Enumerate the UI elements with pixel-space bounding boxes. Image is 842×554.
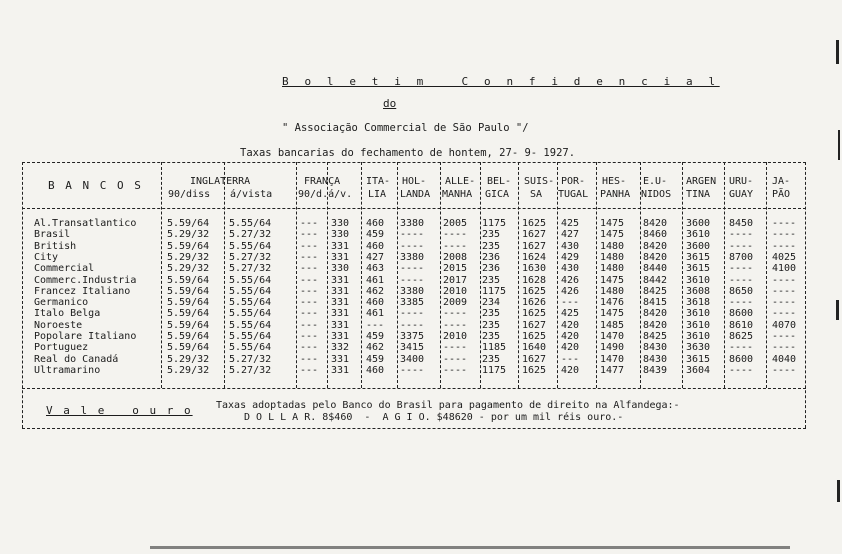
header-inglaterra-vista: á/vista <box>230 189 273 200</box>
cell-belgica: 235 <box>482 331 501 342</box>
cell-hespanha: 1477 <box>600 364 625 376</box>
cell-hespanha: 1480 <box>600 240 625 252</box>
cell-argentina: 3610 <box>686 274 711 286</box>
cell-inglaterra-vista: 5.55/64 <box>229 308 272 320</box>
header-inglaterra: INGLATERRA <box>190 176 251 187</box>
cell-inglaterra-vista: 5.55/64 <box>229 331 272 342</box>
cell-italia: 460 <box>366 364 385 376</box>
cell-portugal: 425 <box>561 218 580 229</box>
header-italia-2: LIA <box>368 189 387 200</box>
cell-hespanha: 1470 <box>600 353 625 365</box>
cell-franca-vista: 331 <box>331 274 350 286</box>
header-allemanha-1: ALLE- <box>445 176 476 187</box>
cell-argentina: 3615 <box>686 251 711 263</box>
cell-eunidos: 8420 <box>643 251 668 263</box>
cell-portugal: 426 <box>561 285 580 297</box>
cell-belgica: 234 <box>482 297 501 309</box>
cell-italia: 459 <box>366 229 385 241</box>
header-japao-2: PÃO <box>772 189 791 200</box>
cell-hespanha: 1470 <box>600 331 625 342</box>
cell-suissa: 1627 <box>522 240 547 252</box>
cell-franca-90: --- <box>300 218 319 229</box>
cell-japao: ---- <box>772 308 797 320</box>
cell-hespanha: 1475 <box>600 229 625 241</box>
cell-japao: 4100 <box>772 263 797 275</box>
cell-uruguay: ---- <box>729 240 754 252</box>
cell-suissa: 1625 <box>522 218 547 229</box>
cell-eunidos: 8430 <box>643 353 668 365</box>
cell-argentina: 3600 <box>686 240 711 252</box>
header-hespanha-1: HES- <box>602 176 627 187</box>
header-italia-1: ITA- <box>366 176 391 187</box>
cell-argentina: 3608 <box>686 285 711 297</box>
cell-italia: 427 <box>366 251 385 263</box>
cell-japao: ---- <box>772 342 797 354</box>
header-franca: FRANÇA <box>304 176 341 187</box>
cell-portugal: 420 <box>561 331 580 342</box>
cell-franca-90: --- <box>300 285 319 297</box>
header-hollanda-1: HOL- <box>402 176 427 187</box>
scan-mark <box>837 480 840 502</box>
cell-bank-name: Real do Canadá <box>34 353 119 365</box>
cell-portugal: 430 <box>561 240 580 252</box>
cell-argentina: 3615 <box>686 353 711 365</box>
cell-suissa: 1624 <box>522 251 547 263</box>
cell-argentina: 3610 <box>686 331 711 342</box>
header-allemanha-2: MANHA <box>442 189 473 200</box>
column-rule <box>397 162 398 388</box>
header-suissa-2: SA <box>530 189 543 200</box>
header-franca-sub: 90/d.á/v. <box>298 189 353 200</box>
cell-hollanda: ---- <box>400 319 425 331</box>
cell-japao: 4040 <box>772 353 797 365</box>
cell-uruguay: ---- <box>729 274 754 286</box>
cell-inglaterra-vista: 5.55/64 <box>229 285 272 297</box>
cell-inglaterra-90: 5.59/64 <box>167 240 210 252</box>
cell-hollanda: 3415 <box>400 342 425 354</box>
cell-eunidos: 8420 <box>643 218 668 229</box>
cell-allemanha: 2017 <box>443 274 468 286</box>
cell-franca-90: --- <box>300 263 319 275</box>
cell-uruguay: 8450 <box>729 218 754 229</box>
column-rule <box>296 162 297 388</box>
cell-franca-vista: 331 <box>331 319 350 331</box>
cell-japao: ---- <box>772 331 797 342</box>
cell-hespanha: 1480 <box>600 285 625 297</box>
cell-suissa: 1640 <box>522 342 547 354</box>
cell-italia: 460 <box>366 297 385 309</box>
cell-uruguay: ---- <box>729 364 754 376</box>
header-eunidos-1: E.U- <box>643 176 668 187</box>
cell-eunidos: 8415 <box>643 297 668 309</box>
cell-allemanha: 2009 <box>443 297 468 309</box>
cell-eunidos: 8460 <box>643 229 668 241</box>
cell-bank-name: Al.Transatlantico <box>34 218 137 229</box>
cell-belgica: 235 <box>482 308 501 320</box>
header-portugal-2: TUGAL <box>558 189 589 200</box>
cell-franca-vista: 330 <box>331 229 350 241</box>
cell-allemanha: ---- <box>443 364 468 376</box>
header-uruguay-2: GUAY <box>729 189 754 200</box>
cell-uruguay: ---- <box>729 297 754 309</box>
cell-franca-vista: 330 <box>331 263 350 275</box>
header-hollanda-2: LANDA <box>400 189 431 200</box>
cell-bank-name: Commercial <box>34 263 95 275</box>
header-belgica-1: BEL- <box>487 176 512 187</box>
cell-japao: 4025 <box>772 251 797 263</box>
cell-hollanda: ---- <box>400 240 425 252</box>
cell-bank-name: Popolare Italiano <box>34 331 137 342</box>
cell-italia: 463 <box>366 263 385 275</box>
cell-inglaterra-vista: 5.55/64 <box>229 342 272 354</box>
cell-japao: ---- <box>772 297 797 309</box>
cell-bank-name: British <box>34 240 77 252</box>
column-rule <box>480 162 481 388</box>
cell-eunidos: 8440 <box>643 263 668 275</box>
cell-allemanha: 2005 <box>443 218 468 229</box>
column-rule <box>224 162 225 388</box>
cell-franca-90: --- <box>300 274 319 286</box>
cell-franca-90: --- <box>300 229 319 241</box>
cell-portugal: --- <box>561 353 580 365</box>
header-hespanha-2: PANHA <box>600 189 631 200</box>
column-rule <box>518 162 519 388</box>
cell-portugal: 420 <box>561 364 580 376</box>
header-suissa-1: SUIS- <box>524 176 555 187</box>
cell-inglaterra-90: 5.59/64 <box>167 285 210 297</box>
cell-bank-name: City <box>34 251 59 263</box>
cell-belgica: 235 <box>482 319 501 331</box>
cell-argentina: 3600 <box>686 218 711 229</box>
cell-uruguay: ---- <box>729 229 754 241</box>
cell-japao: ---- <box>772 229 797 241</box>
cell-uruguay: ---- <box>729 342 754 354</box>
cell-suissa: 1626 <box>522 297 547 309</box>
cell-argentina: 3610 <box>686 308 711 320</box>
cell-hespanha: 1490 <box>600 342 625 354</box>
cell-argentina: 3615 <box>686 263 711 275</box>
cell-japao: ---- <box>772 240 797 252</box>
cell-japao: ---- <box>772 364 797 376</box>
cell-portugal: --- <box>561 297 580 309</box>
header-eunidos-2: NIDOS <box>641 189 672 200</box>
cell-italia: --- <box>366 319 385 331</box>
cell-inglaterra-90: 5.29/32 <box>167 263 210 275</box>
cell-franca-90: --- <box>300 342 319 354</box>
cell-uruguay: 8610 <box>729 319 754 331</box>
cell-hollanda: 3400 <box>400 353 425 365</box>
cell-hollanda: 3380 <box>400 251 425 263</box>
cell-argentina: 3630 <box>686 342 711 354</box>
cell-inglaterra-90: 5.29/32 <box>167 353 210 365</box>
cell-belgica: 236 <box>482 263 501 275</box>
cell-inglaterra-90: 5.59/64 <box>167 308 210 320</box>
cell-hollanda: 3380 <box>400 218 425 229</box>
cell-inglaterra-90: 5.59/64 <box>167 274 210 286</box>
cell-franca-90: --- <box>300 331 319 342</box>
cell-franca-vista: 331 <box>331 331 350 342</box>
cell-eunidos: 8420 <box>643 240 668 252</box>
column-rule <box>682 162 683 388</box>
cell-uruguay: 8700 <box>729 251 754 263</box>
cell-suissa: 1627 <box>522 319 547 331</box>
column-rule <box>161 162 162 388</box>
cell-franca-90: --- <box>300 251 319 263</box>
scan-mark <box>838 130 840 160</box>
cell-allemanha: ---- <box>443 353 468 365</box>
cell-portugal: 430 <box>561 263 580 275</box>
header-argentina-2: TINA <box>686 189 711 200</box>
cell-belgica: 1175 <box>482 364 507 376</box>
table-rule-bottom <box>22 428 806 429</box>
cell-franca-vista: 331 <box>331 353 350 365</box>
header-portugal-1: POR- <box>561 176 586 187</box>
cell-franca-vista: 331 <box>331 308 350 320</box>
cell-inglaterra-90: 5.59/64 <box>167 297 210 309</box>
header-argentina-1: ARGEN <box>686 176 717 187</box>
header-japao-1: JA- <box>772 176 791 187</box>
cell-franca-vista: 331 <box>331 364 350 376</box>
cell-allemanha: 2008 <box>443 251 468 263</box>
cell-portugal: 427 <box>561 229 580 241</box>
cell-inglaterra-vista: 5.55/64 <box>229 319 272 331</box>
cell-allemanha: 2010 <box>443 331 468 342</box>
cell-bank-name: Ultramarino <box>34 364 101 376</box>
cell-portugal: 429 <box>561 251 580 263</box>
cell-allemanha: ---- <box>443 240 468 252</box>
scan-edge <box>150 546 790 549</box>
cell-franca-vista: 331 <box>331 297 350 309</box>
table-rule-right <box>805 162 806 428</box>
cell-inglaterra-90: 5.59/64 <box>167 331 210 342</box>
table-rule-body-end <box>22 388 806 389</box>
cell-portugal: 420 <box>561 319 580 331</box>
cell-inglaterra-vista: 5.27/32 <box>229 353 272 365</box>
cell-franca-90: --- <box>300 308 319 320</box>
cell-hollanda: ---- <box>400 274 425 286</box>
cell-portugal: 426 <box>561 274 580 286</box>
cell-suissa: 1627 <box>522 229 547 241</box>
cell-suissa: 1627 <box>522 353 547 365</box>
cell-franca-90: --- <box>300 240 319 252</box>
cell-belgica: 235 <box>482 240 501 252</box>
cell-belgica: 235 <box>482 353 501 365</box>
association-name: " Associação Commercial de São Paulo "/ <box>282 122 529 134</box>
cell-japao: 4070 <box>772 319 797 331</box>
cell-inglaterra-vista: 5.27/32 <box>229 251 272 263</box>
cell-japao: ---- <box>772 285 797 297</box>
scan-mark <box>836 40 839 64</box>
table-rule-header <box>22 208 806 209</box>
cell-inglaterra-vista: 5.55/64 <box>229 218 272 229</box>
cell-bank-name: Francez Italiano <box>34 285 131 297</box>
cell-inglaterra-90: 5.29/32 <box>167 364 210 376</box>
cell-suissa: 1625 <box>522 308 547 320</box>
cell-hespanha: 1485 <box>600 319 625 331</box>
cell-italia: 460 <box>366 240 385 252</box>
cell-hollanda: 3380 <box>400 285 425 297</box>
cell-allemanha: 2010 <box>443 285 468 297</box>
cell-argentina: 3618 <box>686 297 711 309</box>
cell-bank-name: Germanico <box>34 297 89 309</box>
cell-eunidos: 8442 <box>643 274 668 286</box>
cell-hollanda: ---- <box>400 308 425 320</box>
column-rule <box>766 162 767 388</box>
cell-allemanha: ---- <box>443 342 468 354</box>
cell-bank-name: Noroeste <box>34 319 83 331</box>
header-bancos: B A N C O S <box>48 179 143 192</box>
cell-portugal: 420 <box>561 342 580 354</box>
cell-belgica: 235 <box>482 274 501 286</box>
cell-hespanha: 1475 <box>600 218 625 229</box>
column-rule <box>361 162 362 388</box>
cell-allemanha: 2015 <box>443 263 468 275</box>
cell-eunidos: 8420 <box>643 308 668 320</box>
cell-inglaterra-90: 5.59/64 <box>167 218 210 229</box>
cell-franca-vista: 331 <box>331 240 350 252</box>
cell-allemanha: ---- <box>443 319 468 331</box>
cell-suissa: 1625 <box>522 331 547 342</box>
cell-portugal: 425 <box>561 308 580 320</box>
cell-inglaterra-vista: 5.27/32 <box>229 263 272 275</box>
cell-allemanha: ---- <box>443 229 468 241</box>
cell-belgica: 236 <box>482 251 501 263</box>
cell-hollanda: 3385 <box>400 297 425 309</box>
cell-italia: 462 <box>366 342 385 354</box>
cell-allemanha: ---- <box>443 308 468 320</box>
cell-uruguay: ---- <box>729 263 754 275</box>
cell-japao: ---- <box>772 218 797 229</box>
cell-inglaterra-vista: 5.55/64 <box>229 240 272 252</box>
cell-uruguay: 8600 <box>729 353 754 365</box>
cell-eunidos: 8420 <box>643 319 668 331</box>
title-do: do <box>383 97 397 110</box>
cell-uruguay: 8650 <box>729 285 754 297</box>
cell-uruguay: 8625 <box>729 331 754 342</box>
cell-hespanha: 1475 <box>600 308 625 320</box>
header-uruguay-1: URU- <box>729 176 754 187</box>
table-rule-top <box>22 162 806 163</box>
column-rule <box>440 162 441 388</box>
cell-franca-90: --- <box>300 319 319 331</box>
cell-eunidos: 8425 <box>643 331 668 342</box>
cell-eunidos: 8430 <box>643 342 668 354</box>
cell-argentina: 3610 <box>686 229 711 241</box>
cell-suissa: 1630 <box>522 263 547 275</box>
cell-belgica: 1185 <box>482 342 507 354</box>
cell-eunidos: 8425 <box>643 285 668 297</box>
cell-hespanha: 1475 <box>600 274 625 286</box>
cell-suissa: 1625 <box>522 285 547 297</box>
column-rule <box>724 162 725 388</box>
cell-bank-name: Brasil <box>34 229 71 241</box>
cell-hespanha: 1480 <box>600 263 625 275</box>
cell-inglaterra-90: 5.29/32 <box>167 251 210 263</box>
cell-italia: 460 <box>366 218 385 229</box>
cell-suissa: 1625 <box>522 364 547 376</box>
cell-hollanda: ---- <box>400 229 425 241</box>
cell-bank-name: Commerc.Industria <box>34 274 137 286</box>
cell-franca-vista: 331 <box>331 251 350 263</box>
cell-eunidos: 8439 <box>643 364 668 376</box>
cell-inglaterra-90: 5.59/64 <box>167 342 210 354</box>
cell-hollanda: 3375 <box>400 331 425 342</box>
footer-taxas-line: Taxas adoptadas pelo Banco do Brasil para pagamento de direito na Alfandega:- <box>216 400 680 411</box>
table-rule-left <box>22 162 23 428</box>
cell-italia: 461 <box>366 308 385 320</box>
cell-belgica: 235 <box>482 229 501 241</box>
cell-hollanda: ---- <box>400 263 425 275</box>
cell-inglaterra-90: 5.29/32 <box>167 229 210 241</box>
cell-inglaterra-vista: 5.27/32 <box>229 364 272 376</box>
cell-inglaterra-90: 5.59/64 <box>167 319 210 331</box>
cell-italia: 459 <box>366 331 385 342</box>
cell-bank-name: Portuguez <box>34 342 89 354</box>
cell-inglaterra-vista: 5.27/32 <box>229 229 272 241</box>
header-belgica-2: GICA <box>485 189 510 200</box>
cell-franca-90: --- <box>300 353 319 365</box>
scan-mark <box>836 300 839 320</box>
cell-suissa: 1628 <box>522 274 547 286</box>
cell-franca-vista: 332 <box>331 342 350 354</box>
cell-italia: 462 <box>366 285 385 297</box>
cell-uruguay: 8600 <box>729 308 754 320</box>
header-inglaterra-90: 90/diss <box>168 189 211 200</box>
cell-franca-vista: 331 <box>331 285 350 297</box>
cell-japao: ---- <box>772 274 797 286</box>
cell-franca-vista: 330 <box>331 218 350 229</box>
footer-dollar-line: D O L L A R. 8$460 - A G I O. $48620 - por um mil réis ouro.- <box>244 412 624 423</box>
column-rule <box>596 162 597 388</box>
cell-inglaterra-vista: 5.55/64 <box>229 297 272 309</box>
cell-italia: 459 <box>366 353 385 365</box>
cell-franca-90: --- <box>300 297 319 309</box>
cell-argentina: 3610 <box>686 319 711 331</box>
footer-vale-ouro: V a l e o u r o <box>46 404 193 417</box>
cell-franca-90: --- <box>300 364 319 376</box>
cell-belgica: 1175 <box>482 285 507 297</box>
cell-bank-name: Italo Belga <box>34 308 101 320</box>
rates-subtitle: Taxas bancarias do fechamento de hontem, 27- 9- 1927. <box>240 147 576 159</box>
cell-italia: 461 <box>366 274 385 286</box>
bulletin-title: B o l e t i m C o n f i d e n c i a l <box>282 75 720 88</box>
cell-hespanha: 1480 <box>600 251 625 263</box>
cell-inglaterra-vista: 5.55/64 <box>229 274 272 286</box>
cell-belgica: 1175 <box>482 218 507 229</box>
cell-hollanda: ---- <box>400 364 425 376</box>
cell-argentina: 3604 <box>686 364 711 376</box>
cell-hespanha: 1476 <box>600 297 625 309</box>
